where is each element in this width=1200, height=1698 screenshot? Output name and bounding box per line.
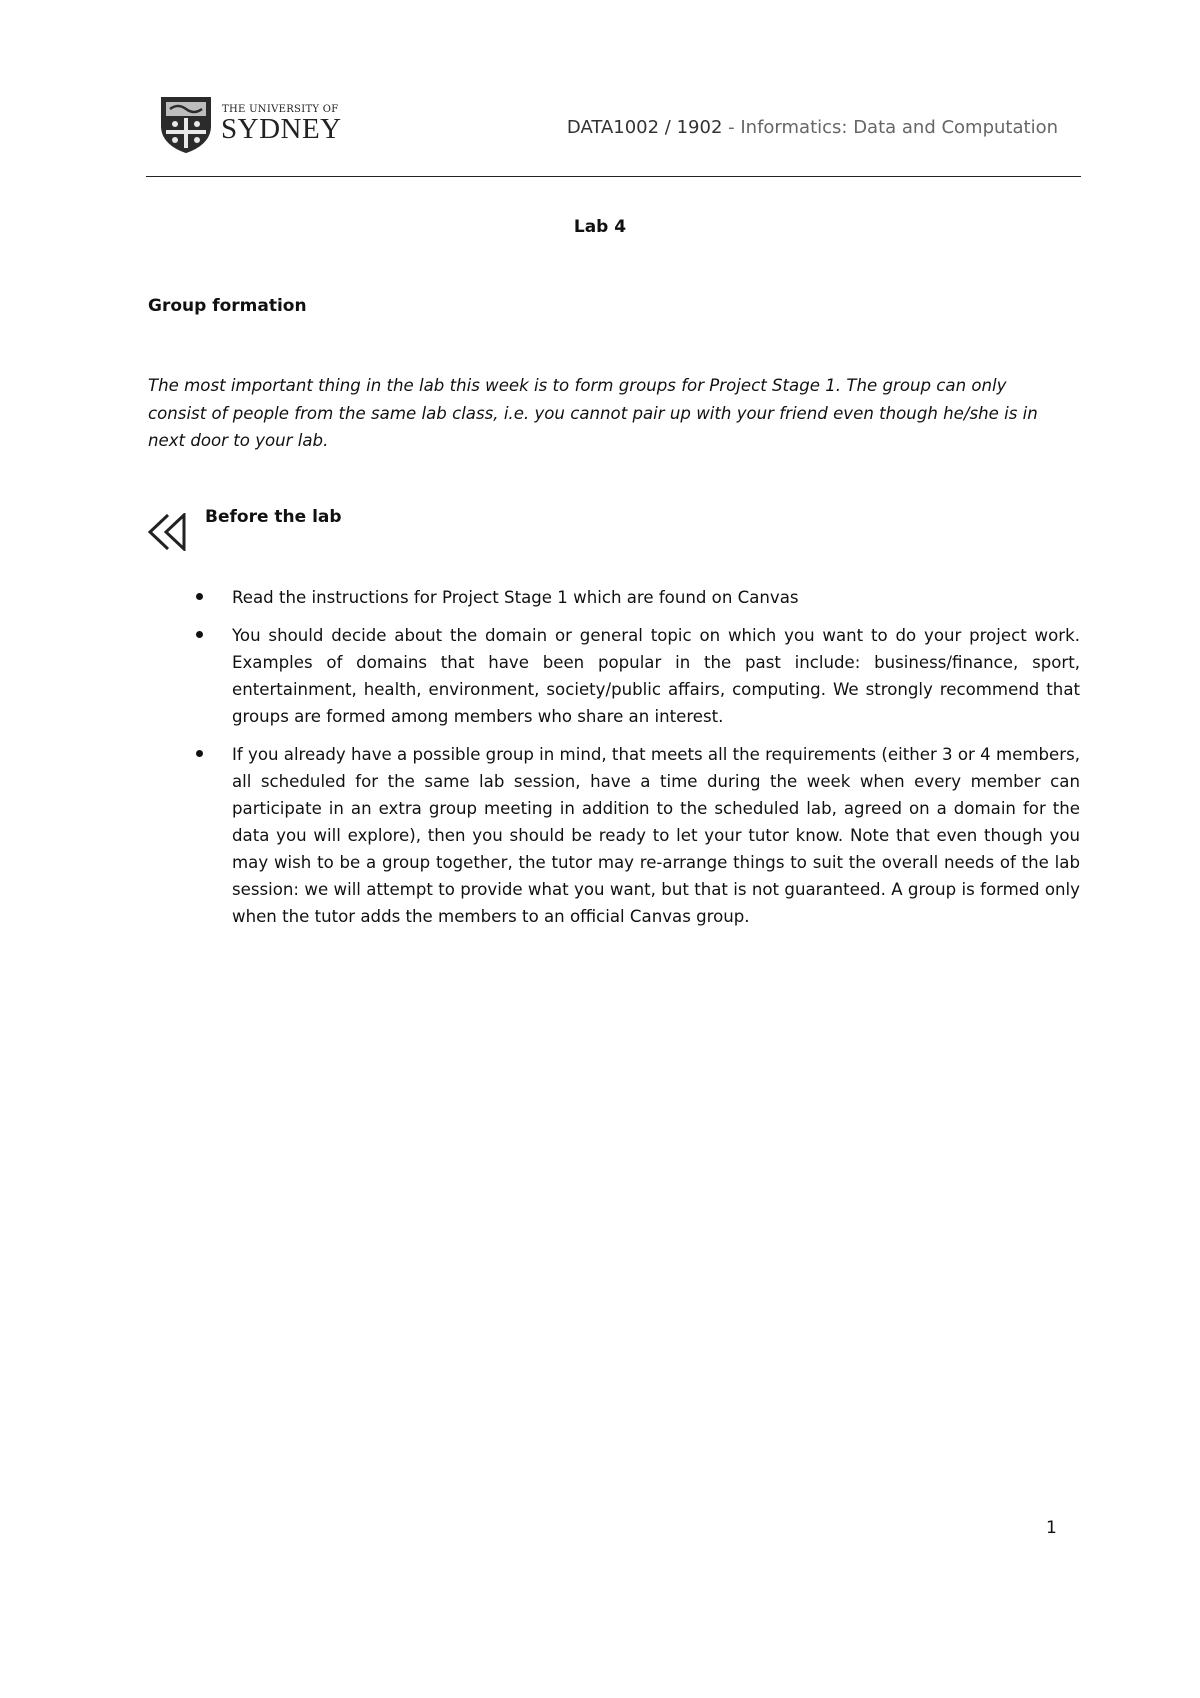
before-lab-list — [196, 584, 1080, 941]
university-logo — [160, 96, 342, 156]
course-separator: - — [722, 117, 741, 138]
list-item — [196, 622, 1080, 730]
course-name: Informatics: Data and Computation — [740, 117, 1058, 138]
page-number: 1 — [1046, 1518, 1057, 1538]
before-lab-heading: Before the lab — [205, 507, 342, 527]
intro-paragraph: The most important thing in the lab this week is to form groups for Project Stage 1. The group can only consist of people from the same lab class, i.e. you cannot pair up with your friend even though he/she is in next door to your lab. — [148, 376, 1038, 450]
logo-name: SYDNEY — [221, 113, 342, 145]
lab-title: Lab 4 — [573, 217, 627, 237]
course-code: DATA1002 / 1902 — [566, 117, 723, 138]
list-item-text: If you already have a possible group in mind, that meets all the requirements (either 3 or 4 members, all scheduled for the same lab session, have a time during the week when every member can participate in an extra group meeting in addition to the scheduled lab, agreed on a domain for the data you will explore), then you should be ready to let your tutor know. Note that even though you may wish to be a group together, the tutor may re-arrange things to suit the overall needs of the lab session: we will attempt to provide what you want, but that is not guaranteed. A group is formed only when the tutor adds the members to an official Canvas group. — [232, 745, 1080, 926]
bullet-icon — [196, 631, 203, 638]
course-title — [567, 117, 1058, 138]
list-item-text: You should decide about the domain or general topic on which you want to do your project work. Examples of domains that have been popular in the past include: business/finance, sport, entertainment, health, environment, society/public affairs, computing. We strongly recommend that groups are formed among members who share an interest. — [232, 626, 1080, 726]
university-crest-icon — [160, 96, 212, 154]
header-divider — [146, 176, 1081, 177]
logo-top-text: THE UNIVERSITY OF — [222, 104, 339, 115]
list-item-text: Read the instructions for Project Stage 1 which are found on Canvas — [232, 588, 799, 607]
list-item — [196, 584, 1080, 611]
list-item — [196, 741, 1080, 930]
bullet-icon — [196, 593, 203, 600]
bullet-icon — [196, 750, 203, 757]
rewind-icon — [146, 513, 190, 551]
section-heading: Group formation — [148, 296, 307, 316]
